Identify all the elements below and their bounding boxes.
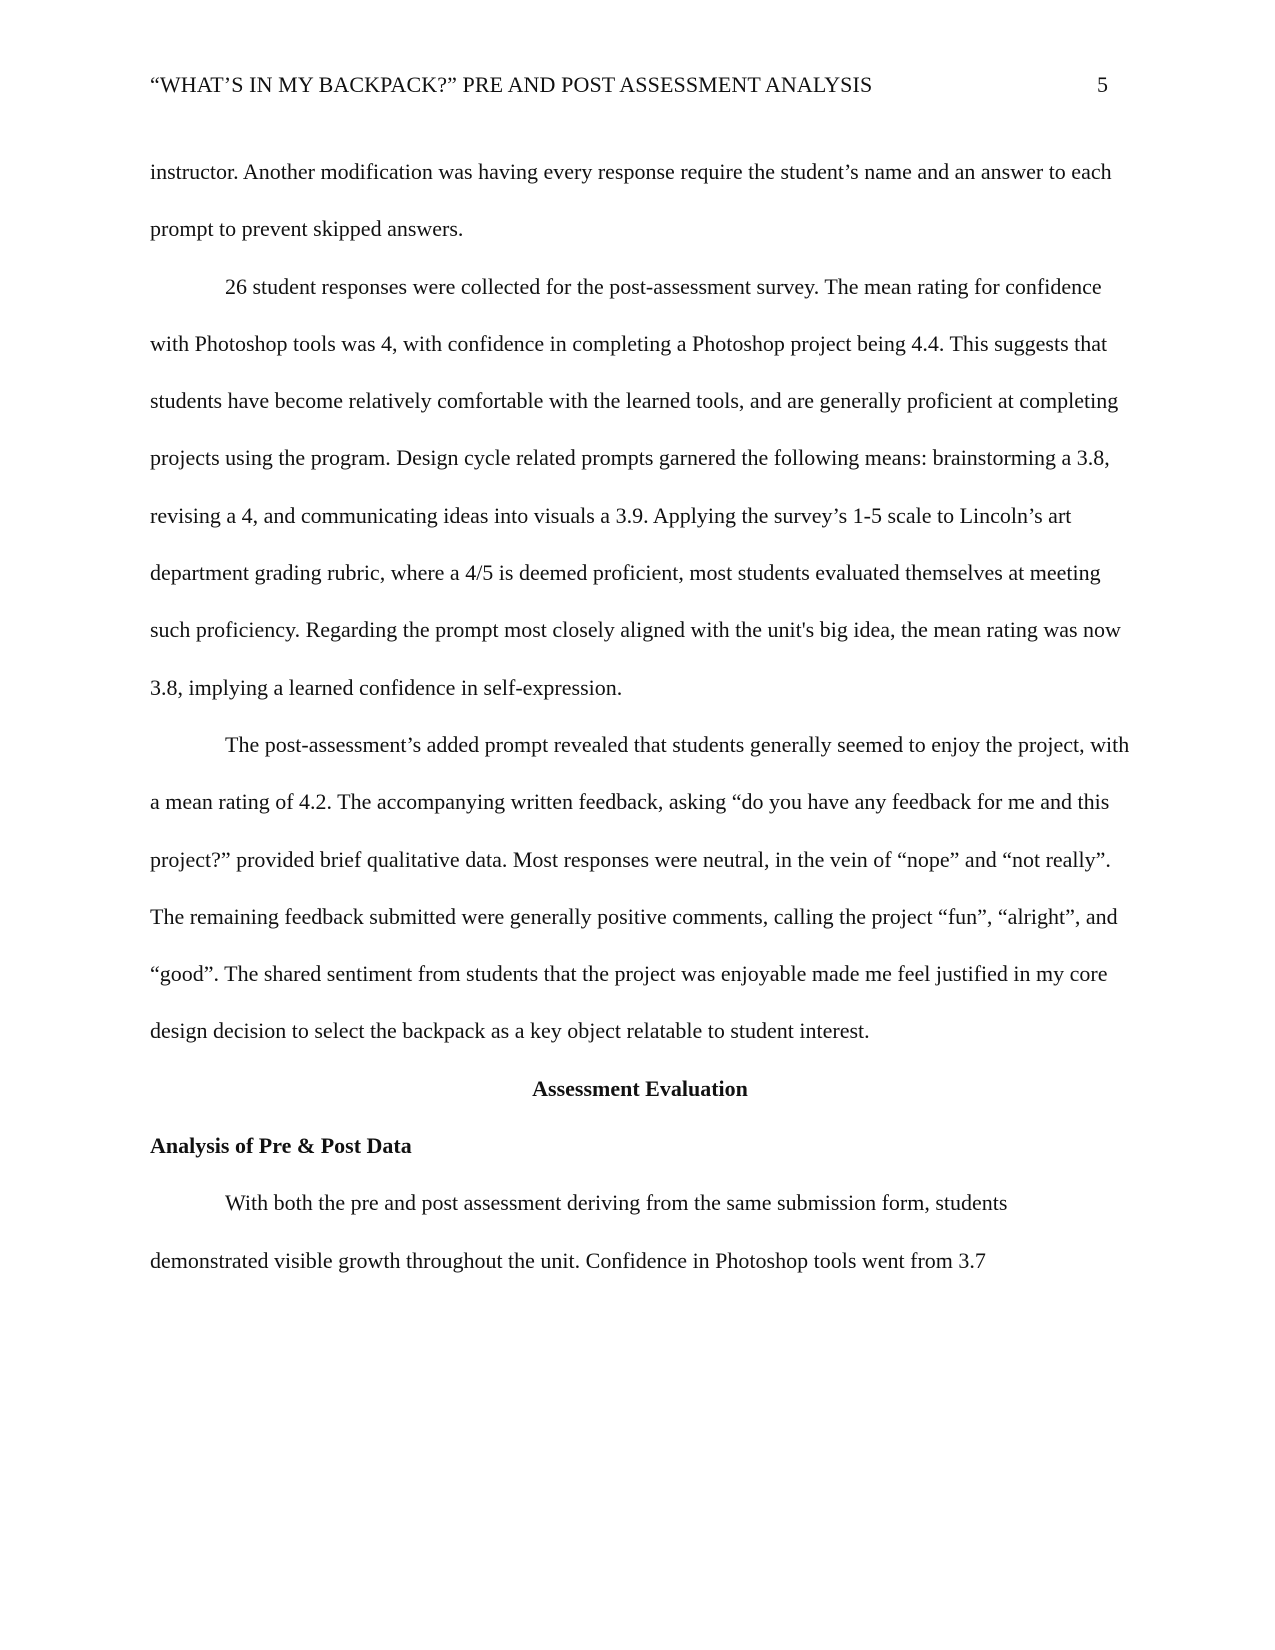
paragraph-continued: instructor. Another modification was having every response require the student’s name and an answer to each prompt to prevent skipped answers. <box>150 159 1112 242</box>
page-number: 5 <box>1097 72 1108 97</box>
running-head: “WHAT’S IN MY BACKPACK?” PRE AND POST ASSESSMENT ANALYSIS <box>150 72 873 97</box>
paragraph-feedback: The post-assessment’s added prompt revealed that students generally seemed to enjoy the project, with a mean rating of 4.2. The accompanying written feedback, asking “do you have any feedback for me and this project?” provided brief qualitative data. Most responses were neutral, in the vein of “nope” and “not really”. The remaining feedback submitted were generally positive comments, calling the project “fun”, “alright”, and “good”. The shared sentiment from students that the project was enjoyable made me feel justified in my core design decision to select the backpack as a key object relatable to student interest. <box>150 731 1130 1044</box>
paragraph-analysis: With both the pre and post assessment deriving from the same submission form, students demonstrated visible growth throughout the unit. Confidence in Photoshop tools went from 3.7 <box>150 1190 1008 1273</box>
paragraph-post-survey: 26 student responses were collected for the post-assessment survey. The mean rating for confidence with Photoshop tools was 4, with confidence in completing a Photoshop project being 4.4. This suggests that students have become relatively comfortable with the learned tools, and are generally proficient at completing projects using the program. Design cycle related prompts garnered the following means: brainstorming a 3.8, revising a 4, and communicating ideas into visuals a 3.9. Applying the survey’s 1-5 scale to Lincoln’s art department grading rubric, where a 4/5 is deemed proficient, most students evaluated themselves at meeting such proficiency. Regarding the prompt most closely aligned with the unit's big idea, the mean rating was now 3.8, implying a learned confidence in self-expression. <box>150 273 1121 700</box>
section-heading: Assessment Evaluation <box>532 1075 748 1101</box>
document-body <box>150 143 1130 1289</box>
subsection-heading: Analysis of Pre & Post Data <box>150 1133 412 1159</box>
